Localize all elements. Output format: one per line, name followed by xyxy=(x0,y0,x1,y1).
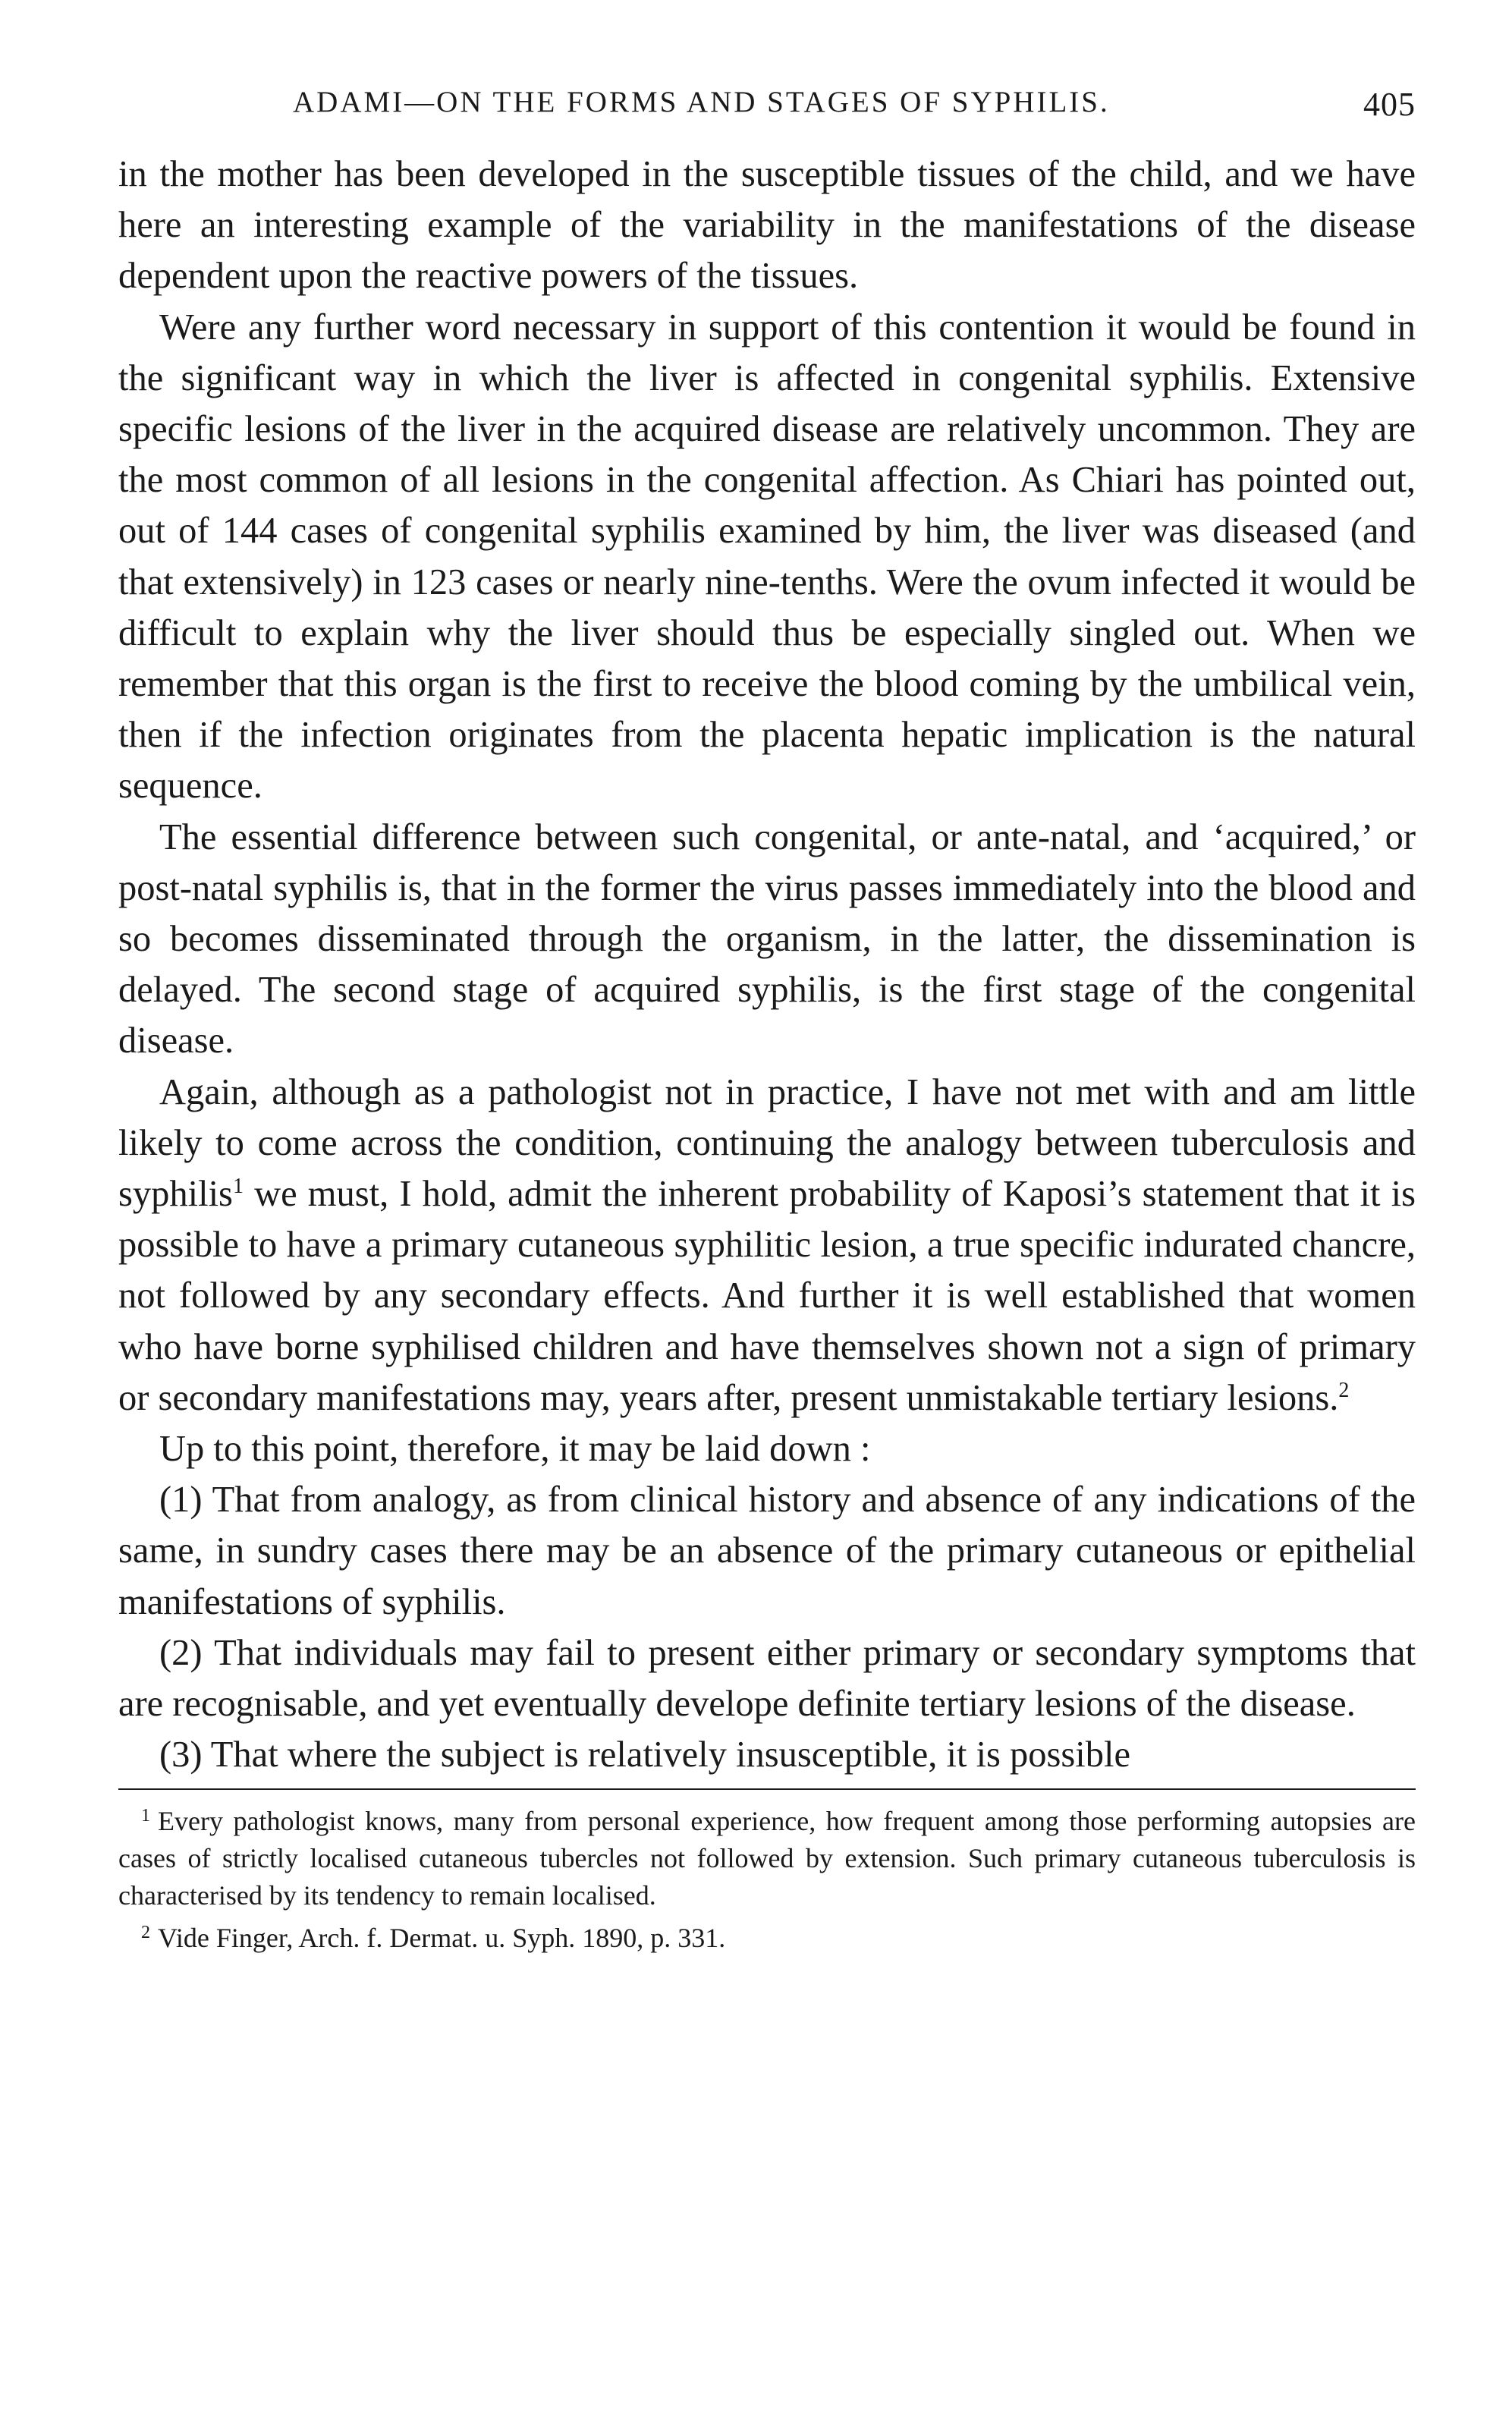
running-title: ADAMI—ON THE FORMS AND STAGES OF SYPHILIS. xyxy=(293,86,1110,118)
paragraph-summary-intro: Up to this point, therefore, it may be laid down : xyxy=(159,1429,871,1470)
paragraph-kaposi xyxy=(118,1067,1416,1423)
paragraph-continued: in the mother has been developed in the susceptible tissues of the child, and we have here an interesting example of the variability in the manifestations of the disease dependent upon the reactive powers of the tissues. xyxy=(118,154,1416,297)
paragraph-kaposi-part1: Again, although as a pathologist not in practice, I have not met with and am little likely to come across the condition, continuing the analogy between tuberculosis and syphilis xyxy=(118,1071,1416,1215)
running-head xyxy=(118,85,1416,134)
footnote-2-text: Vide Finger, Arch. f. Dermat. u. Syph. 1890, p. 331. xyxy=(158,1922,726,1953)
paragraph-liver: Were any further word necessary in support of this contention it would be found in the significant way in which the liver is affected in congenital syphilis. Extensive specific lesions of the liver in the acquired disease are relatively uncommon. They are the most common of all lesions in the congenital affection. As Chiari has pointed out, out of 144 cases of congenital syphilis examined by him, the liver was diseased (and that extensively) in 123 cases or nearly nine-tenths. Were the ovum infected it would be difficult to explain why the liver should thus be especially singled out. When we remember that this organ is the first to receive the blood coming by the umbilical vein, then if the infection originates from the placenta hepatic implication is the natural sequence. xyxy=(118,307,1416,807)
list-item-1: (1) That from analogy, as from clinical history and absence of any indications of the same, in sundry cases there may be an absence of the primary cutaneous or epithelial manifestations of syphilis. xyxy=(118,1480,1416,1622)
paragraph-kaposi-part2: we must, I hold, admit the inherent probability of Kaposi’s statement that it is possible to have a primary cutaneous syphilitic lesion, a true specific indurated chancre, not followed by any secondary effects. And further it is well established that women who have borne syphilised children and have themselves shown not a sign of primary or secondary manifestations may, years after, present unmistakable tertiary lesions. xyxy=(118,1174,1416,1418)
footnote-2 xyxy=(118,1914,1416,1957)
footnote-2-mark: 2 xyxy=(141,1922,150,1942)
footnote-ref-1: 1 xyxy=(232,1174,244,1198)
book-page xyxy=(118,85,1416,1957)
list-item-2: (2) That individuals may fail to present either primary or secondary symptoms that are recognisable, and yet eventually develope definite tertiary lesions of the disease. xyxy=(118,1632,1416,1725)
footnote-1-text: Every pathologist knows, many from personal experience, how frequent among those performing autopsies are cases of strictly localised cutaneous tubercles not followed by extension. Such primary cutaneous tuberculosis is characterised by its tendency to remain localised. xyxy=(118,1805,1416,1911)
footnotes xyxy=(118,1798,1416,1957)
footnote-divider xyxy=(118,1788,1416,1790)
page-number: 405 xyxy=(1363,86,1416,123)
paragraph-congenital-difference: The essential difference between such congenital, or ante-natal, and ‘acquired,’ or post-natal syphilis is, that in the former the virus passes immediately into the blood and so becomes disseminated through the organism, in the latter, the dissemination is delayed. The second stage of acquired syphilis, is the first stage of the congenital disease. xyxy=(118,816,1416,1062)
body-text xyxy=(118,149,1416,1781)
list-item-3: (3) That where the subject is relatively insusceptible, it is possible xyxy=(159,1735,1131,1776)
footnote-ref-2: 2 xyxy=(1338,1378,1350,1402)
footnote-1 xyxy=(118,1798,1416,1914)
footnote-1-mark: 1 xyxy=(141,1805,150,1826)
